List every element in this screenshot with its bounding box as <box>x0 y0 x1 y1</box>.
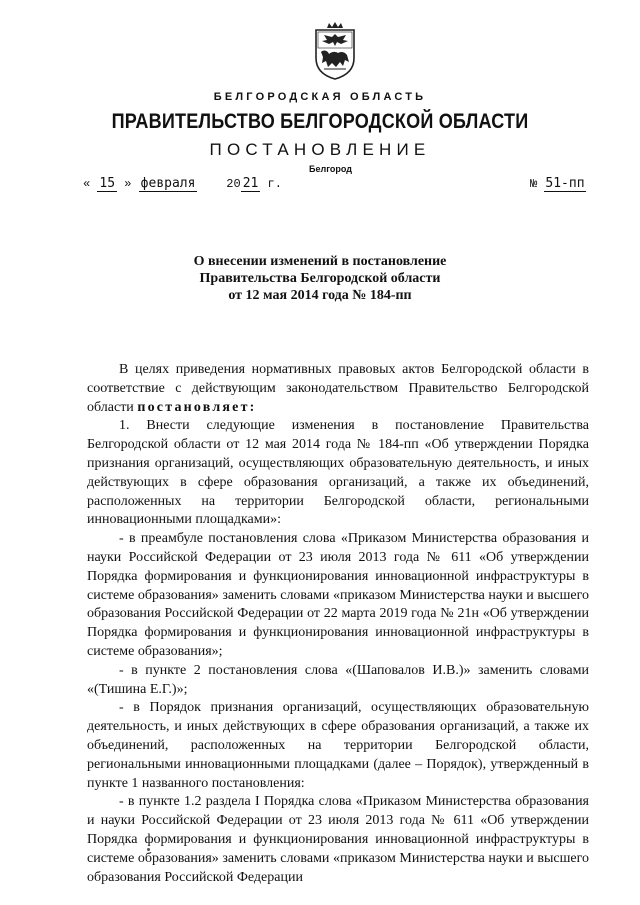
paragraph-procedure-change: - в Порядок признания организаций, осуществляющих образовательную деятельность, и иных действующих в сфере образования организаций, а также их объединений, расположенных на территории Белгородской области, региональными инновационными площадками (далее – Порядок), утвержденный в пункте 1 названного постановления: <box>87 700 589 791</box>
date-day: 15 <box>99 176 116 191</box>
title-line-3: от 12 мая 2014 года № 184-пп <box>228 288 412 303</box>
region-name: БЕЛГОРОДСКАЯ ОБЛАСТЬ <box>213 91 427 103</box>
title-line-2: Правительства Белгородской области <box>199 271 441 286</box>
coat-of-arms-icon <box>312 22 358 80</box>
document-body <box>87 361 589 887</box>
paragraph-point-1-2-change: - в пункте 1.2 раздела I Порядка слова «Приказом Министерства образования и науки Российской Федерации от 23 июля 2013 года № 611 «Об утверждении Порядка формирования и функционирования инновационной инфраструктуры в системе образования» заменить словами «приказом Министерства науки и высшего образования Российской Федерации <box>87 794 589 885</box>
date-open-quote: « <box>83 177 91 191</box>
date-year-prefix: 20 <box>226 177 241 191</box>
document-title <box>0 253 640 304</box>
title-line-1: О внесении изменений в постановление <box>193 254 447 269</box>
number-label: № <box>530 177 538 191</box>
city-name: Белгород <box>309 164 352 174</box>
paragraph-point-2-change: - в пункте 2 постановления слова «(Шаповалов И.В.)» заменить словами «(Тишина Е.Г.)»; <box>87 662 589 697</box>
paragraph-preamble <box>87 361 589 417</box>
document-type: ПОСТАНОВЛЕНИЕ <box>209 140 431 159</box>
decree-word: постановляет: <box>137 399 257 415</box>
scan-speck <box>147 848 150 851</box>
date-month: февраля <box>140 176 196 191</box>
number-value: 51-пп <box>545 176 585 191</box>
preamble-text: В целях приведения нормативных правовых актов Белгородской области в соответствие с действующим законодательством Правительство Белгородской области <box>87 362 589 415</box>
paragraph-preamble-change: - в преамбуле постановления слова «Приказом Министерства образования и науки Российской Федерации от 23 июля 2013 года № 611 «Об утверждении Порядка формирования и функционирования инновационной инфраструктуры в системе образования» заменить словами «приказом Министерства науки и высшего образования Российской Федерации от 22 марта 2019 года № 21н «Об утверждении Порядка формирования и функционирования инновационной инфраструктуры в системе образования»; <box>87 531 589 659</box>
document-date <box>83 176 282 191</box>
date-close-quote: » <box>124 177 132 191</box>
date-year-suffix: 21 <box>242 176 259 191</box>
date-year-mark: г. <box>267 177 282 191</box>
paragraph-item-1: 1. Внести следующие изменения в постановление Правительства Белгородской области от 12 мая 2014 года № 184-пп «Об утверждении Порядка признания организаций, осуществляющих образовательную деятельность, и иных действующих в сфере образования организаций, а также их объединений, расположенных на территории Белгородской области, региональными инновационными площадками»: <box>87 418 589 528</box>
document-number <box>530 176 586 191</box>
authority-name: ПРАВИТЕЛЬСТВО БЕЛГОРОДСКОЙ ОБЛАСТИ <box>111 110 529 133</box>
